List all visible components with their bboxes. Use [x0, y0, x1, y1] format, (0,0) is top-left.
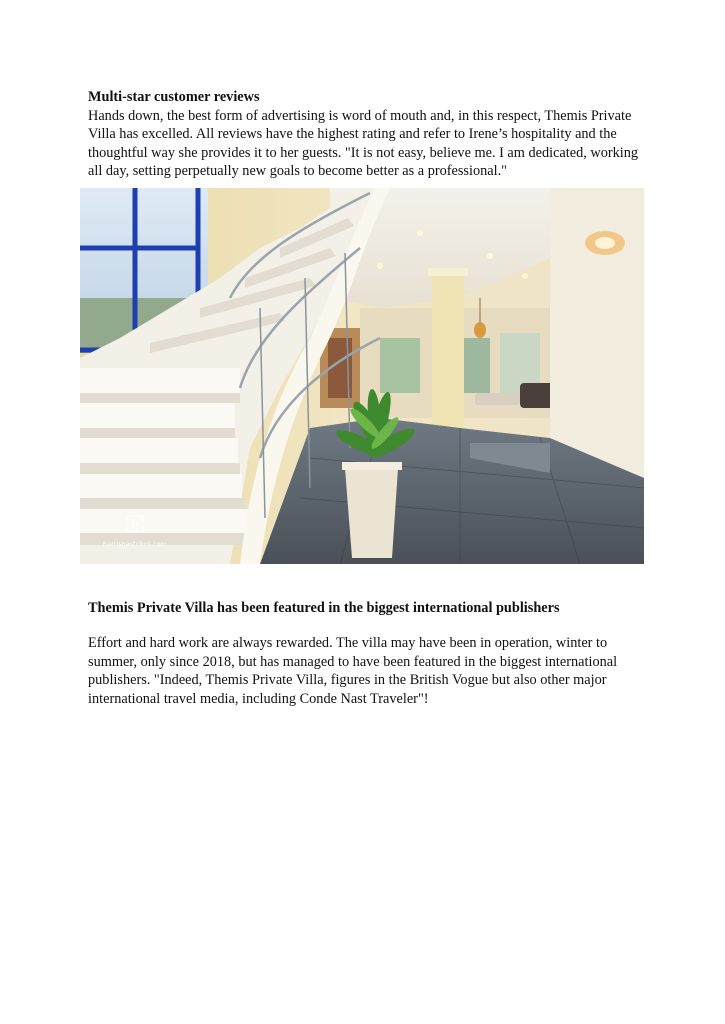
villa-staircase-photo — [80, 188, 644, 564]
section-featured-heading — [88, 599, 648, 618]
section-title-reviews: Multi-star customer reviews — [88, 89, 260, 105]
watermark-text: harrispastrikos.com — [103, 540, 167, 548]
section-featured — [88, 634, 648, 708]
watermark-logo: h — [131, 518, 139, 532]
section-body-featured: Effort and hard work are always rewarded. The villa may have been in operation, winter to summer, only since 2018, but has managed to have been featured in the biggest international publishers. "Indeed, Themis Private Villa, figures in the British Vogue but also other major international travel media, including Conde Nast Traveler"! — [88, 635, 618, 707]
section-reviews — [88, 88, 648, 181]
section-title-featured: Themis Private Villa has been featured in the biggest international publishers — [88, 600, 560, 616]
section-body-reviews: Hands down, the best form of advertising is word of mouth and, in this respect, Themis Private Villa has excelled. All reviews have the highest rating and refer to Irene’s hospitality and the thoughtful way she provides it to her guests. "It is not easy, believe me. I am dedicated, working all day, setting perpetually new goals to become better as a professional." — [88, 107, 639, 179]
